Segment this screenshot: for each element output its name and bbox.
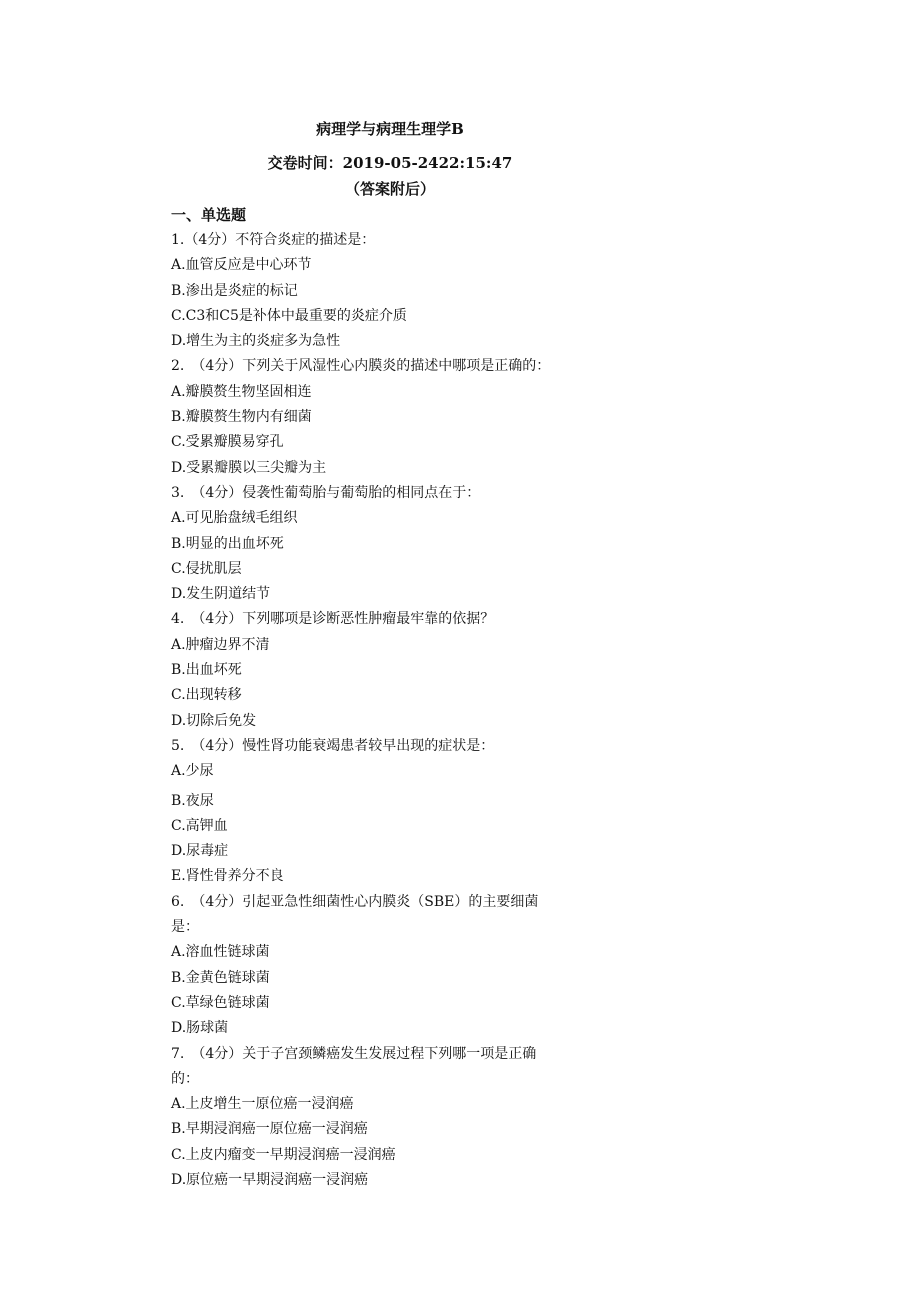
option-c: C.上皮内瘤变一早期浸润癌一浸润癌 xyxy=(171,1146,396,1163)
question-4 xyxy=(171,607,611,733)
option-e: E.肾性骨养分不良 xyxy=(171,868,284,885)
option-d: D.原位癌一早期浸润癌一浸润癌 xyxy=(171,1171,369,1188)
option-b: B.金黄色链球菌 xyxy=(171,969,270,986)
option-d: D.尿毒症 xyxy=(171,843,229,860)
option-d: D.肠球菌 xyxy=(171,1020,229,1037)
option-b: B.出血坏死 xyxy=(171,662,242,679)
question-stem: 3. （4分）侵袭性葡萄胎与葡萄胎的相同点在于： xyxy=(171,484,481,501)
option-a: A.瓣膜赘生物坚固相连 xyxy=(171,383,312,400)
question-2 xyxy=(171,354,611,480)
question-stem: 5. （4分）慢性肾功能衰竭患者较早出现的症状是： xyxy=(171,737,495,754)
submit-time: 交卷时间：2019-05-2422:15:47 xyxy=(267,154,513,172)
question-stem: 4. （4分）下列哪项是诊断恶性肿瘤最牢靠的依据？ xyxy=(171,611,495,628)
document-title: 病理学与病理生理学B xyxy=(316,120,464,138)
question-stem: 的： xyxy=(171,1070,199,1087)
option-b: B.早期浸润癌一原位癌一浸润癌 xyxy=(171,1121,368,1138)
option-b: B.瓣膜赘生物内有细菌 xyxy=(171,409,312,426)
question-1 xyxy=(171,228,611,354)
option-d: D.受累瓣膜以三尖瓣为主 xyxy=(171,459,327,476)
option-a: A.上皮增生一原位癌一浸润癌 xyxy=(171,1096,354,1113)
question-3 xyxy=(171,481,611,607)
question-stem: 2. （4分）下列关于风湿性心内膜炎的描述中哪项是正确的： xyxy=(171,358,551,375)
option-b: B.渗出是炎症的标记 xyxy=(171,282,298,299)
option-a: A.少尿 xyxy=(171,763,214,780)
option-c: C.草绿色链球菌 xyxy=(171,994,270,1011)
option-a: A.肿瘤边界不清 xyxy=(171,636,270,653)
option-a: A.血管反应是中心环节 xyxy=(171,257,312,274)
question-stem: 7. （4分）关于子宫颈鳞癌发生发展过程下列哪一项是正确 xyxy=(171,1045,537,1062)
question-stem: 是： xyxy=(171,919,199,936)
answer-note: （答案附后） xyxy=(344,180,435,198)
option-c: C.出现转移 xyxy=(171,687,242,704)
option-a: A.溶血性链球菌 xyxy=(171,944,270,961)
option-d: D.增生为主的炎症多为急性 xyxy=(171,333,341,350)
question-stem: 1.（4分）不符合炎症的描述是： xyxy=(171,232,376,248)
option-b: B.夜尿 xyxy=(171,792,214,809)
option-a: A.可见胎盘绒毛组织 xyxy=(171,510,298,527)
question-7 xyxy=(171,1042,611,1194)
option-d: D.切除后免发 xyxy=(171,712,257,729)
option-c: C.受累瓣膜易穿孔 xyxy=(171,434,284,451)
option-c: C.高钾血 xyxy=(171,817,228,834)
question-6 xyxy=(171,890,611,1042)
question-5 xyxy=(171,734,611,890)
option-b: B.明显的出血坏死 xyxy=(171,535,284,552)
option-c: C.侵扰肌层 xyxy=(171,560,242,577)
question-stem: 6. （4分）引起亚急性细菌性心内膜炎（SBE）的主要细菌 xyxy=(171,893,539,910)
option-c: C.C3和C5是补体中最重要的炎症介质 xyxy=(171,307,407,324)
section-title: 一、单选题 xyxy=(171,206,247,224)
option-d: D.发生阴道结节 xyxy=(171,586,271,603)
question-list xyxy=(171,228,611,1193)
